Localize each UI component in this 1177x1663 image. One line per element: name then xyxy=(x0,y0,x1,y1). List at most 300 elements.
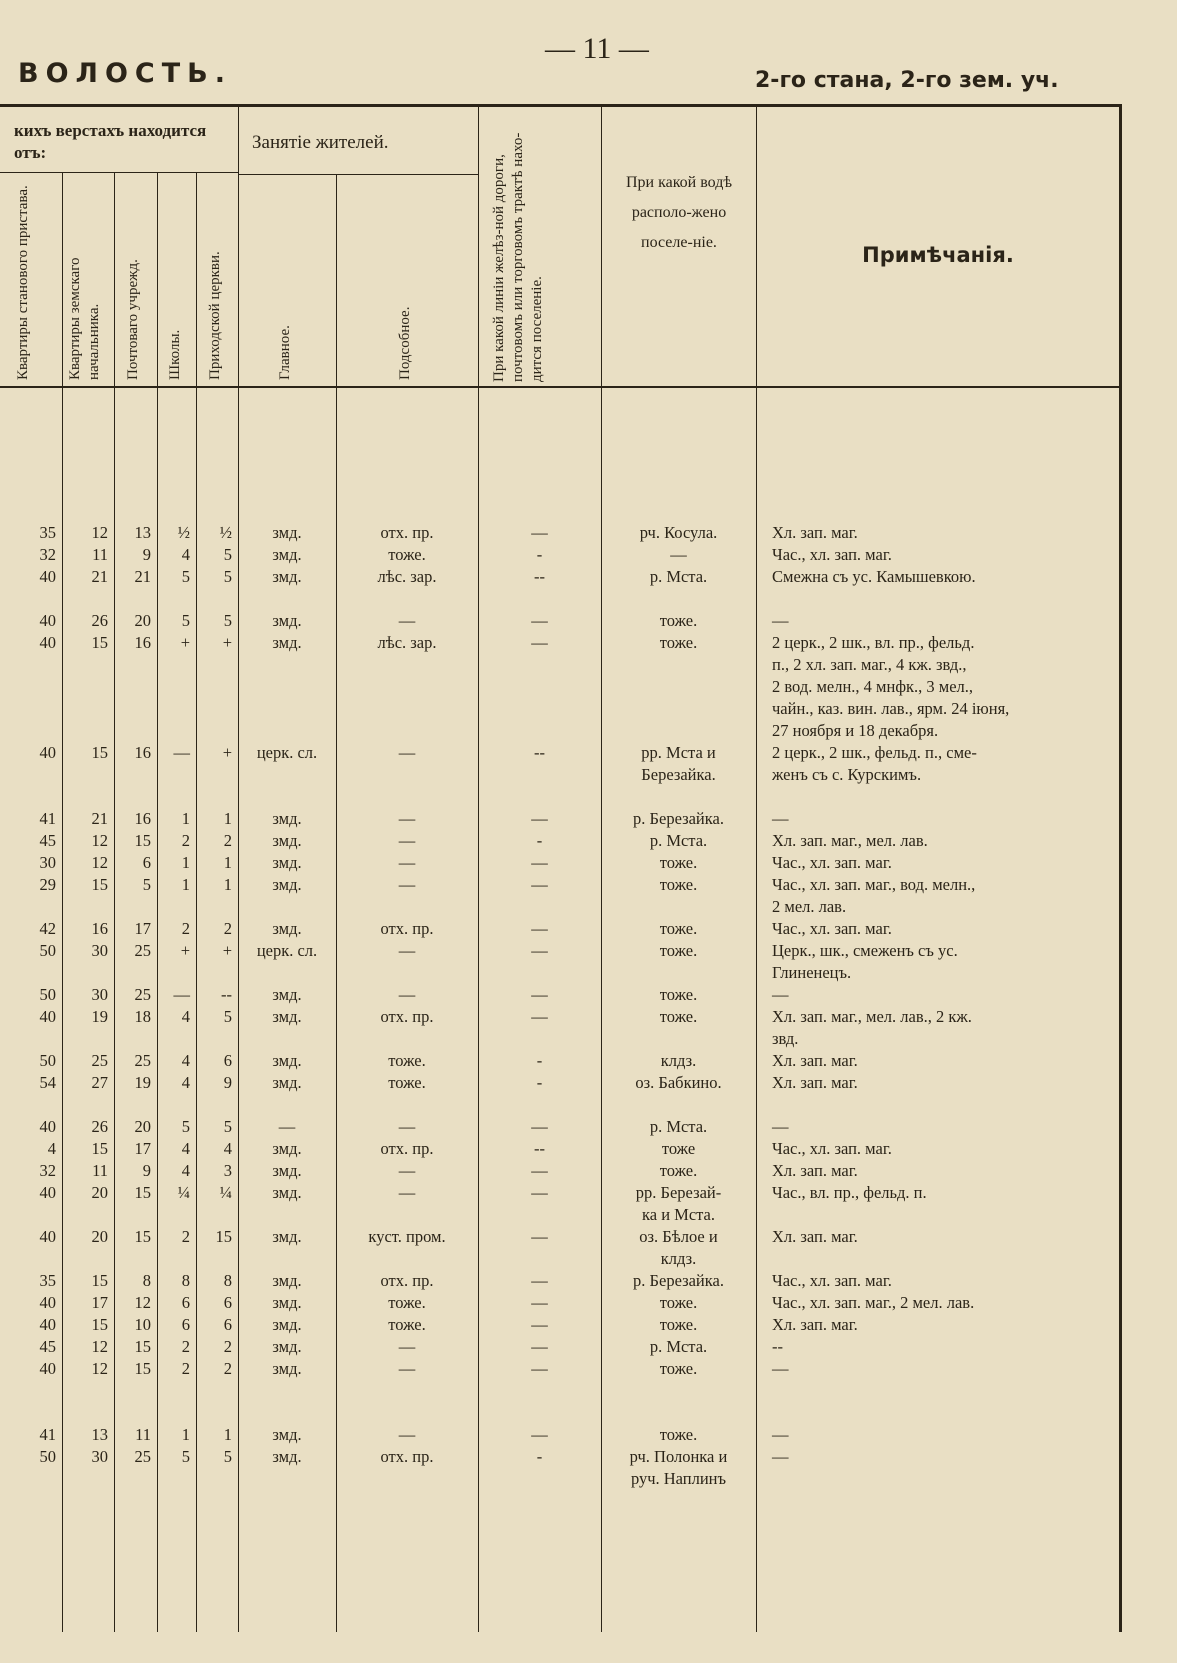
cell-church: 1 xyxy=(223,1425,232,1444)
cell-water xyxy=(601,654,756,676)
cell-water: рр. Мста и xyxy=(641,743,716,762)
cell-water: тоже. xyxy=(659,633,698,652)
cell-notes xyxy=(756,786,1119,808)
table-row xyxy=(0,808,1119,830)
cell-stanovoy xyxy=(0,1402,62,1424)
cell-water: р. Березайка. xyxy=(633,809,724,828)
cell-aux-occupation xyxy=(336,786,478,808)
cell-aux-occupation: — xyxy=(398,1359,416,1378)
cell-notes: — xyxy=(772,1425,789,1444)
cell-stanovoy: 35 xyxy=(39,523,56,542)
cell-post: 15 xyxy=(134,1337,151,1356)
cell-stanovoy: 40 xyxy=(39,1007,56,1026)
cell-zemsky xyxy=(62,698,114,720)
cell-zemsky: 15 xyxy=(91,875,108,894)
cell-post: 9 xyxy=(142,1161,151,1180)
cell-schools: — xyxy=(173,985,190,1004)
cell-main-occupation xyxy=(238,1094,336,1116)
cell-church: 15 xyxy=(215,1227,232,1246)
cell-post: 10 xyxy=(134,1315,151,1334)
cell-zemsky xyxy=(62,654,114,676)
cell-notes: 2 вод. мелн., 4 мнфк., 3 мел., xyxy=(772,677,974,696)
cell-post: 20 xyxy=(134,611,151,630)
cell-church: + xyxy=(222,743,232,762)
table-spacer-row xyxy=(0,588,1119,610)
cell-notes xyxy=(756,1402,1119,1424)
cell-post xyxy=(114,1204,157,1226)
cell-church: 6 xyxy=(223,1315,232,1334)
cell-stanovoy xyxy=(0,764,62,786)
cell-aux-occupation: — xyxy=(398,1337,416,1356)
col-header-aux-occupation: Подсобное. xyxy=(397,306,413,380)
cell-schools: 5 xyxy=(181,1447,190,1466)
cell-road xyxy=(478,1402,601,1424)
cell-water: — xyxy=(670,545,687,564)
cell-notes: Час., хл. зап. маг. xyxy=(772,1139,892,1158)
cell-stanovoy: 40 xyxy=(39,567,56,586)
cell-notes: п., 2 хл. зап. маг., 4 кж. звд., xyxy=(772,655,967,674)
cell-post: 13 xyxy=(134,523,151,542)
cell-schools xyxy=(157,654,196,676)
cell-zemsky: 15 xyxy=(91,743,108,762)
cell-church: 1 xyxy=(223,875,232,894)
cell-church xyxy=(196,786,238,808)
cell-schools: 2 xyxy=(181,919,190,938)
cell-main-occupation xyxy=(238,786,336,808)
cell-schools: 6 xyxy=(181,1315,190,1334)
cell-water: тоже. xyxy=(659,985,698,1004)
cell-water: тоже. xyxy=(659,919,698,938)
cell-aux-occupation: тоже. xyxy=(388,1051,426,1070)
cell-aux-occupation xyxy=(336,1204,478,1226)
top-rule xyxy=(0,104,1122,107)
cell-zemsky xyxy=(62,896,114,918)
cell-aux-occupation: отх. пр. xyxy=(380,1007,434,1026)
cell-aux-occupation: — xyxy=(398,985,416,1004)
cell-water xyxy=(601,1402,756,1424)
cell-water: тоже. xyxy=(659,853,698,872)
cell-aux-occupation xyxy=(336,698,478,720)
cell-stanovoy: 40 xyxy=(39,1359,56,1378)
table-row xyxy=(0,874,1119,896)
cell-church: 2 xyxy=(223,919,232,938)
cell-water: тоже. xyxy=(659,1425,698,1444)
cell-road: — xyxy=(531,523,548,542)
cell-water xyxy=(601,1380,756,1402)
cell-main-occupation: змд. xyxy=(272,1425,302,1444)
cell-notes: Хл. зап. маг. xyxy=(772,1051,858,1070)
cell-notes: 2 церк., 2 шк., фельд. п., сме- xyxy=(772,743,977,762)
table-row xyxy=(0,1028,1119,1050)
cell-post: 25 xyxy=(134,941,151,960)
table-row xyxy=(0,698,1119,720)
cell-road xyxy=(478,1380,601,1402)
cell-schools: 2 xyxy=(181,1227,190,1246)
cell-main-occupation xyxy=(238,588,336,610)
cell-notes: — xyxy=(772,809,789,828)
cell-main-occupation xyxy=(238,654,336,676)
cell-main-occupation: змд. xyxy=(272,985,302,1004)
cell-water: рр. Березай- xyxy=(635,1183,722,1202)
cell-post: 18 xyxy=(134,1007,151,1026)
table-row xyxy=(0,654,1119,676)
cell-aux-occupation: куст. пром. xyxy=(368,1227,446,1246)
cell-aux-occupation: лѣс. зар. xyxy=(377,633,437,652)
cell-water xyxy=(601,588,756,610)
col-header-zemsky: Квартиры земскаго начальника. xyxy=(67,257,102,380)
cell-main-occupation xyxy=(238,1380,336,1402)
cell-stanovoy xyxy=(0,1094,62,1116)
table-row xyxy=(0,918,1119,940)
cell-church xyxy=(196,896,238,918)
table-row xyxy=(0,720,1119,742)
cell-main-occupation xyxy=(238,1468,336,1490)
cell-schools: 4 xyxy=(181,1161,190,1180)
cell-main-occupation: змд. xyxy=(272,1447,302,1466)
cell-church: 2 xyxy=(223,1337,232,1356)
cell-road xyxy=(478,654,601,676)
cell-post: 11 xyxy=(135,1425,151,1444)
cell-zemsky xyxy=(62,1248,114,1270)
cell-stanovoy: 42 xyxy=(39,919,56,938)
cell-church xyxy=(196,1380,238,1402)
cell-water: р. Березайка. xyxy=(633,1271,724,1290)
cell-schools xyxy=(157,588,196,610)
cell-stanovoy xyxy=(0,698,62,720)
cell-water xyxy=(601,786,756,808)
cell-aux-occupation xyxy=(336,1028,478,1050)
cell-stanovoy: 40 xyxy=(39,1227,56,1246)
table-row xyxy=(0,742,1119,764)
cell-notes: Хл. зап. маг. xyxy=(772,523,858,542)
cell-road: -- xyxy=(534,1139,545,1158)
cell-church: 2 xyxy=(223,831,232,850)
cell-schools xyxy=(157,698,196,720)
cell-schools: 5 xyxy=(181,1117,190,1136)
cell-aux-occupation xyxy=(336,1402,478,1424)
cell-water: р. Мста. xyxy=(649,831,708,850)
cell-zemsky xyxy=(62,786,114,808)
cell-post: 9 xyxy=(142,545,151,564)
cell-road: - xyxy=(536,831,543,850)
cell-schools xyxy=(157,720,196,742)
cell-stanovoy: 40 xyxy=(39,1183,56,1202)
table-row xyxy=(0,1424,1119,1446)
col-header-church: Приходской церкви. xyxy=(207,251,223,380)
cell-notes: Час., хл. зап. маг., 2 мел. лав. xyxy=(772,1293,975,1312)
cell-zemsky: 13 xyxy=(91,1425,108,1444)
cell-water xyxy=(601,676,756,698)
table-row xyxy=(0,544,1119,566)
cell-road: — xyxy=(531,611,548,630)
cell-main-occupation: церк. сл. xyxy=(256,743,318,762)
cell-stanovoy: 40 xyxy=(39,1117,56,1136)
cell-zemsky: 27 xyxy=(91,1073,108,1092)
table-spacer-row xyxy=(0,1094,1119,1116)
table-row xyxy=(0,1116,1119,1138)
cell-notes: Смежна съ ус. Камышевкою. xyxy=(772,567,976,586)
cell-road: — xyxy=(531,809,548,828)
cell-aux-occupation xyxy=(336,720,478,742)
cell-zemsky: 12 xyxy=(91,1359,108,1378)
cell-main-occupation: змд. xyxy=(272,809,302,828)
cell-church: 5 xyxy=(223,567,232,586)
cell-notes xyxy=(756,1468,1119,1490)
cell-road: - xyxy=(536,1051,543,1070)
cell-post xyxy=(114,698,157,720)
cell-schools xyxy=(157,1248,196,1270)
cell-stanovoy: 4 xyxy=(47,1139,56,1158)
cell-stanovoy: 50 xyxy=(39,1447,56,1466)
cell-schools xyxy=(157,1402,196,1424)
cell-church xyxy=(196,1028,238,1050)
cell-schools: — xyxy=(173,743,190,762)
cell-notes xyxy=(756,1094,1119,1116)
table-row xyxy=(0,1226,1119,1248)
cell-aux-occupation xyxy=(336,1094,478,1116)
cell-schools xyxy=(157,676,196,698)
cell-church xyxy=(196,698,238,720)
cell-zemsky: 21 xyxy=(91,567,108,586)
table-row xyxy=(0,764,1119,786)
cell-notes: Глиненецъ. xyxy=(772,963,852,982)
cell-stanovoy: 40 xyxy=(39,1315,56,1334)
cell-road: — xyxy=(531,1337,548,1356)
table-row xyxy=(0,1072,1119,1094)
cell-aux-occupation: тоже. xyxy=(388,1315,426,1334)
table-row xyxy=(0,1314,1119,1336)
table-row xyxy=(0,522,1119,544)
cell-post xyxy=(114,1380,157,1402)
cell-zemsky: 15 xyxy=(91,1139,108,1158)
cell-notes: женъ съ с. Курскимъ. xyxy=(772,765,922,784)
cell-aux-occupation: — xyxy=(398,1161,416,1180)
cell-notes: чайн., каз. вин. лав., ярм. 24 іюня, xyxy=(772,699,1010,718)
cell-church: 5 xyxy=(223,1007,232,1026)
cell-main-occupation: змд. xyxy=(272,919,302,938)
cell-church xyxy=(196,962,238,984)
table-row xyxy=(0,962,1119,984)
cell-stanovoy: 29 xyxy=(39,875,56,894)
cell-church xyxy=(196,1248,238,1270)
cell-schools: 5 xyxy=(181,567,190,586)
settlements-table xyxy=(0,522,1119,1490)
cell-main-occupation: змд. xyxy=(272,1337,302,1356)
cell-road xyxy=(478,786,601,808)
table-row xyxy=(0,1248,1119,1270)
table-row xyxy=(0,940,1119,962)
cell-notes: Хл. зап. маг. xyxy=(772,1315,858,1334)
cell-zemsky: 11 xyxy=(92,1161,108,1180)
cell-post: 21 xyxy=(134,567,151,586)
cell-stanovoy: 50 xyxy=(39,941,56,960)
cell-aux-occupation: — xyxy=(398,1425,416,1444)
cell-stanovoy xyxy=(0,676,62,698)
cell-stanovoy xyxy=(0,962,62,984)
cell-stanovoy: 50 xyxy=(39,1051,56,1070)
cell-main-occupation: змд. xyxy=(272,875,302,894)
cell-church: 9 xyxy=(223,1073,232,1092)
cell-post: 15 xyxy=(134,1227,151,1246)
cell-schools xyxy=(157,786,196,808)
cell-schools: 1 xyxy=(181,809,190,828)
cell-schools: 1 xyxy=(181,853,190,872)
cell-stanovoy: 45 xyxy=(39,831,56,850)
cell-road: — xyxy=(531,1359,548,1378)
cell-church: 1 xyxy=(223,809,232,828)
cell-notes: Час., хл. зап. маг. xyxy=(772,853,892,872)
cell-road xyxy=(478,1468,601,1490)
table-row xyxy=(0,1182,1119,1204)
cell-notes: Хл. зап. маг., мел. лав., 2 кж. xyxy=(772,1007,972,1026)
cell-post xyxy=(114,1248,157,1270)
cell-post: 17 xyxy=(134,1139,151,1158)
cell-schools: 4 xyxy=(181,1139,190,1158)
cell-aux-occupation xyxy=(336,1248,478,1270)
cell-road: — xyxy=(531,941,548,960)
cell-water: тоже. xyxy=(659,1315,698,1334)
occupation-subheader-rule xyxy=(238,174,478,175)
cell-schools xyxy=(157,896,196,918)
cell-schools: + xyxy=(180,941,190,960)
cell-zemsky: 26 xyxy=(91,611,108,630)
cell-zemsky: 15 xyxy=(91,1315,108,1334)
cell-stanovoy xyxy=(0,720,62,742)
cell-schools: 4 xyxy=(181,1051,190,1070)
cell-post: 6 xyxy=(142,853,151,872)
cell-church: + xyxy=(222,633,232,652)
cell-notes xyxy=(756,1248,1119,1270)
cell-post: 20 xyxy=(134,1117,151,1136)
cell-road: — xyxy=(531,1007,548,1026)
cell-schools: 2 xyxy=(181,831,190,850)
cell-church: 5 xyxy=(223,1117,232,1136)
col-rule-10 xyxy=(1119,106,1122,1632)
cell-road xyxy=(478,1094,601,1116)
cell-main-occupation xyxy=(238,676,336,698)
col-header-road: При какой линіи желѣз-ной дороги, почтовомъ или торговомъ трактѣ нахо-дится поселеніе. xyxy=(491,132,545,382)
cell-main-occupation xyxy=(238,1028,336,1050)
cell-main-occupation: змд. xyxy=(272,1359,302,1378)
cell-aux-occupation: — xyxy=(398,809,416,828)
cell-main-occupation: змд. xyxy=(272,1315,302,1334)
cell-schools: 1 xyxy=(181,1425,190,1444)
cell-main-occupation xyxy=(238,698,336,720)
cell-road: — xyxy=(531,1227,548,1246)
cell-church: -- xyxy=(221,985,232,1004)
cell-stanovoy xyxy=(0,786,62,808)
cell-schools: 5 xyxy=(181,611,190,630)
cell-zemsky xyxy=(62,1094,114,1116)
cell-post xyxy=(114,786,157,808)
cell-road xyxy=(478,676,601,698)
cell-aux-occupation xyxy=(336,764,478,786)
cell-stanovoy: 41 xyxy=(39,1425,56,1444)
cell-zemsky: 15 xyxy=(91,633,108,652)
cell-road: — xyxy=(531,1425,548,1444)
cell-water xyxy=(601,1028,756,1050)
cell-notes xyxy=(756,588,1119,610)
cell-notes: 2 церк., 2 шк., вл. пр., фельд. xyxy=(772,633,975,652)
district-subtitle: 2-го стана, 2-го зем. уч. xyxy=(755,68,1059,93)
cell-post xyxy=(114,962,157,984)
cell-zemsky: 12 xyxy=(91,831,108,850)
cell-main-occupation: — xyxy=(278,1117,296,1136)
cell-notes: Хл. зап. маг. xyxy=(772,1227,858,1246)
cell-church: 6 xyxy=(223,1293,232,1312)
cell-road xyxy=(478,720,601,742)
cell-water: оз. Бабкино. xyxy=(635,1073,722,1092)
cell-post: 5 xyxy=(142,875,151,894)
cell-road: — xyxy=(531,633,548,652)
cell-schools: 4 xyxy=(181,1073,190,1092)
cell-post: 25 xyxy=(134,1447,151,1466)
cell-post xyxy=(114,764,157,786)
cell-zemsky xyxy=(62,764,114,786)
cell-road: - xyxy=(536,1073,543,1092)
cell-post xyxy=(114,1468,157,1490)
cell-main-occupation xyxy=(238,764,336,786)
cell-notes: Час., хл. зап. маг. xyxy=(772,919,892,938)
cell-main-occupation: змд. xyxy=(272,1271,302,1290)
cell-water: руч. Наплинъ xyxy=(630,1469,727,1488)
cell-schools: 8 xyxy=(181,1271,190,1290)
cell-church: 6 xyxy=(223,1051,232,1070)
cell-church: 3 xyxy=(223,1161,232,1180)
cell-water: тоже. xyxy=(659,1359,698,1378)
cell-aux-occupation: тоже. xyxy=(388,1293,426,1312)
cell-stanovoy: 32 xyxy=(39,545,56,564)
cell-main-occupation: змд. xyxy=(272,1007,302,1026)
cell-road: — xyxy=(531,1293,548,1312)
cell-church: 8 xyxy=(223,1271,232,1290)
cell-main-occupation xyxy=(238,962,336,984)
cell-notes: — xyxy=(772,1359,789,1378)
cell-water xyxy=(601,962,756,984)
cell-water: клдз. xyxy=(660,1051,697,1070)
cell-stanovoy xyxy=(0,654,62,676)
cell-schools: 2 xyxy=(181,1337,190,1356)
cell-notes: Хл. зап. маг. xyxy=(772,1161,858,1180)
cell-zemsky xyxy=(62,1028,114,1050)
cell-church xyxy=(196,676,238,698)
cell-main-occupation: змд. xyxy=(272,853,302,872)
cell-main-occupation: церк. сл. xyxy=(256,941,318,960)
cell-schools xyxy=(157,962,196,984)
cell-aux-occupation: — xyxy=(398,611,416,630)
cell-main-occupation: змд. xyxy=(272,1051,302,1070)
table-row xyxy=(0,1292,1119,1314)
cell-zemsky: 30 xyxy=(91,941,108,960)
cell-church: 1 xyxy=(223,853,232,872)
cell-notes: — xyxy=(772,1447,789,1466)
cell-schools: 4 xyxy=(181,1007,190,1026)
cell-aux-occupation: отх. пр. xyxy=(380,919,434,938)
cell-post: 15 xyxy=(134,831,151,850)
cell-main-occupation: змд. xyxy=(272,1139,302,1158)
page-title: ВОЛОСТЬ. xyxy=(18,58,232,89)
cell-church: 4 xyxy=(223,1139,232,1158)
cell-zemsky xyxy=(62,676,114,698)
table-row xyxy=(0,1006,1119,1028)
cell-stanovoy xyxy=(0,1204,62,1226)
table-spacer-row xyxy=(0,786,1119,808)
col-header-main-occupation: Главное. xyxy=(277,325,293,380)
cell-church xyxy=(196,1204,238,1226)
cell-road: — xyxy=(531,919,548,938)
cell-stanovoy: 40 xyxy=(39,633,56,652)
cell-schools xyxy=(157,1468,196,1490)
